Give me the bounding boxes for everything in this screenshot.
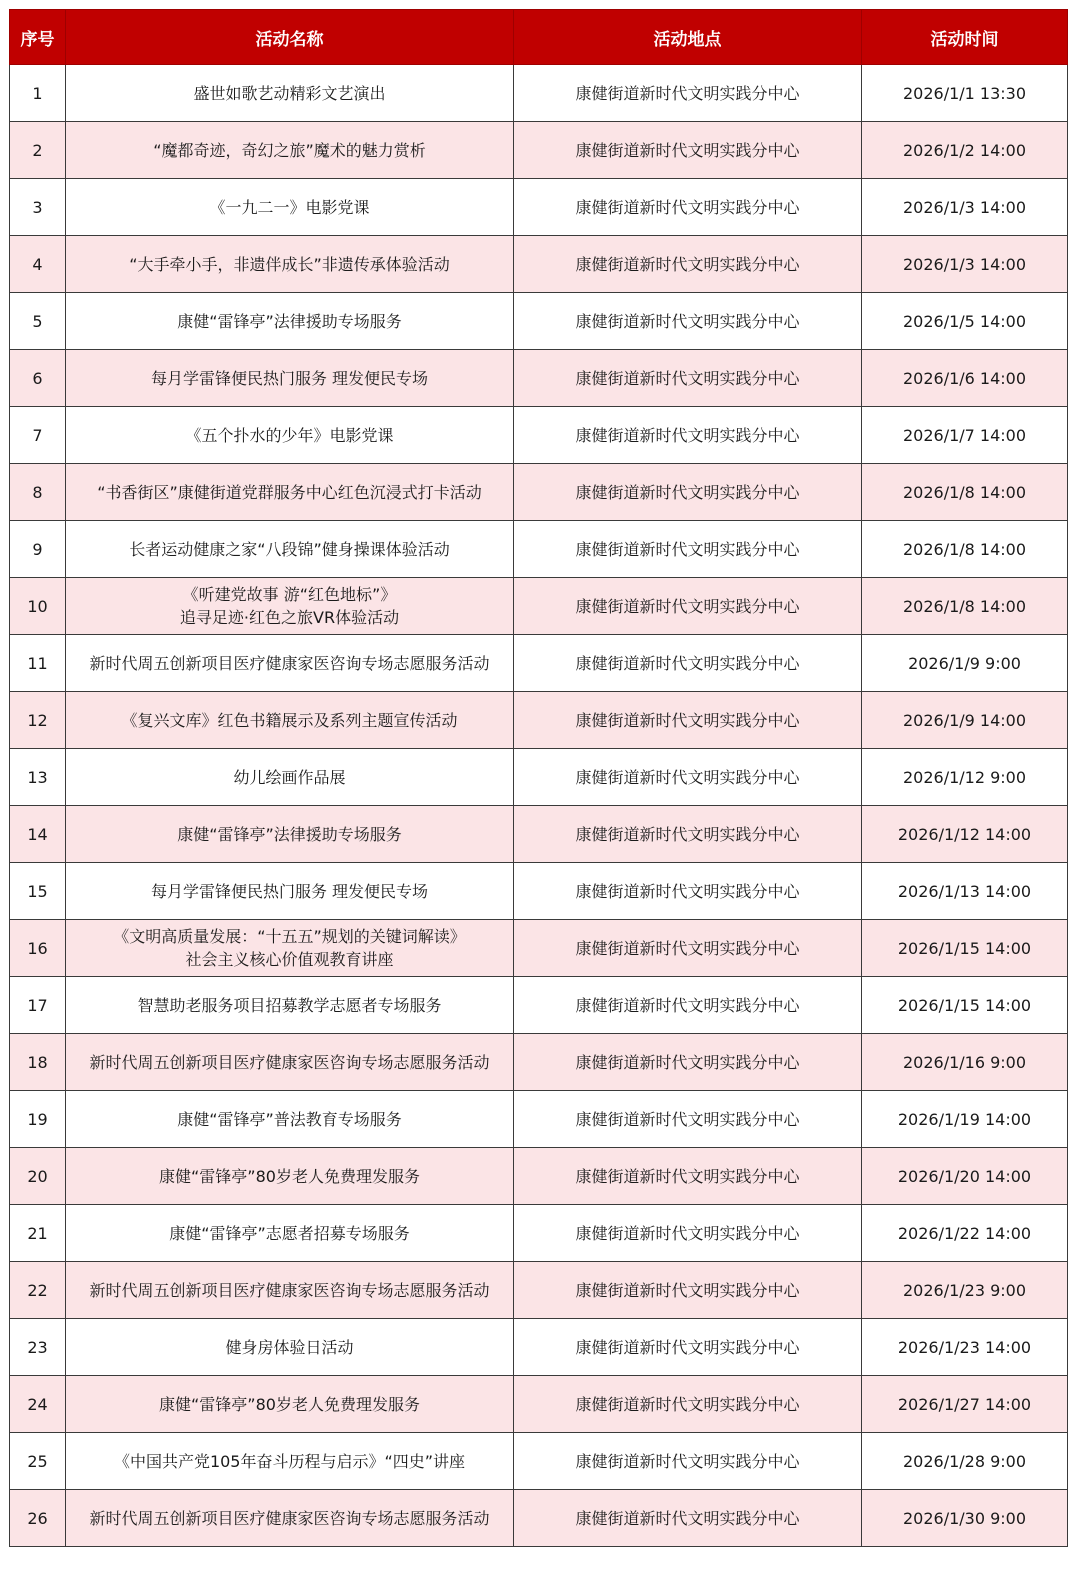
cell-activity-location: 康健街道新时代文明实践分中心 [514,293,862,350]
cell-activity-name [66,521,514,578]
cell-activity-name [66,806,514,863]
cell-activity-location: 康健街道新时代文明实践分中心 [514,1490,862,1547]
activity-name-line: “书香街区”康健街道党群服务中心红色沉浸式打卡活动 [97,482,482,502]
table-row [10,1319,1068,1376]
cell-activity-time: 2026/1/12 14:00 [862,806,1068,863]
cell-serial-number: 5 [10,293,66,350]
cell-serial-number: 17 [10,977,66,1034]
cell-serial-number: 22 [10,1262,66,1319]
table-row [10,293,1068,350]
table-row [10,863,1068,920]
cell-activity-name [66,1490,514,1547]
activity-name-line: 社会主义核心价值观教育讲座 [185,950,394,969]
cell-serial-number: 13 [10,749,66,806]
cell-activity-name [66,863,514,920]
cell-activity-location: 康健街道新时代文明实践分中心 [514,1262,862,1319]
activity-name-line: 每月学雷锋便民热门服务 理发便民专场 [150,881,429,901]
cell-activity-time: 2026/1/15 14:00 [862,977,1068,1034]
cell-activity-time: 2026/1/27 14:00 [862,1376,1068,1433]
activity-name-line: 智慧助老服务项目招募教学志愿者专场服务 [137,995,442,1015]
cell-activity-location: 康健街道新时代文明实践分中心 [514,863,862,920]
activity-name-line: “大手牵小手，非遗伴成长”非遗传承体验活动 [129,254,450,274]
table-row [10,806,1068,863]
cell-activity-location: 康健街道新时代文明实践分中心 [514,635,862,692]
table-body [10,65,1068,1547]
cell-activity-location: 康健街道新时代文明实践分中心 [514,407,862,464]
cell-activity-name [66,236,514,293]
table-row [10,1091,1068,1148]
activity-name-line: 《复兴文库》红色书籍展示及系列主题宣传活动 [121,710,458,730]
cell-activity-name [66,179,514,236]
cell-serial-number: 12 [10,692,66,749]
cell-activity-name [66,635,514,692]
cell-activity-time: 2026/1/19 14:00 [862,1091,1068,1148]
cell-activity-location: 康健街道新时代文明实践分中心 [514,122,862,179]
activity-name-line: 新时代周五创新项目医疗健康家医咨询专场志愿服务活动 [89,1052,490,1072]
table-header-row [10,10,1068,65]
cell-activity-location: 康健街道新时代文明实践分中心 [514,1205,862,1262]
cell-serial-number: 10 [10,578,66,635]
cell-activity-name [66,293,514,350]
schedule-table-container [9,9,1067,1547]
cell-activity-location: 康健街道新时代文明实践分中心 [514,521,862,578]
cell-activity-time: 2026/1/1 13:30 [862,65,1068,122]
cell-activity-location: 康健街道新时代文明实践分中心 [514,920,862,977]
cell-serial-number: 20 [10,1148,66,1205]
cell-activity-location: 康健街道新时代文明实践分中心 [514,464,862,521]
activity-name-line: 康健“雷锋亭”80岁老人免费理发服务 [159,1166,420,1186]
cell-serial-number: 16 [10,920,66,977]
table-row [10,977,1068,1034]
activity-name-line: 康健“雷锋亭”法律援助专场服务 [177,824,402,844]
cell-activity-name [66,1262,514,1319]
activity-name-line: 健身房体验日活动 [225,1337,354,1357]
activity-name-line: 幼儿绘画作品展 [233,767,346,787]
activity-name-line: 康健“雷锋亭”普法教育专场服务 [177,1109,402,1129]
cell-serial-number: 14 [10,806,66,863]
cell-activity-time: 2026/1/3 14:00 [862,179,1068,236]
cell-serial-number: 23 [10,1319,66,1376]
table-row [10,1433,1068,1490]
activity-name-line: 每月学雷锋便民热门服务 理发便民专场 [150,368,429,388]
cell-serial-number: 6 [10,350,66,407]
cell-activity-name [66,1376,514,1433]
cell-activity-name [66,749,514,806]
activity-name-line: 康健“雷锋亭”80岁老人免费理发服务 [159,1394,420,1414]
cell-activity-location: 康健街道新时代文明实践分中心 [514,179,862,236]
cell-activity-time: 2026/1/9 9:00 [862,635,1068,692]
cell-serial-number: 21 [10,1205,66,1262]
cell-serial-number: 9 [10,521,66,578]
activity-name-line: 《听建党故事 游“红色地标”》 [182,585,397,604]
cell-activity-time: 2026/1/8 14:00 [862,578,1068,635]
cell-activity-location: 康健街道新时代文明实践分中心 [514,692,862,749]
cell-activity-location: 康健街道新时代文明实践分中心 [514,1034,862,1091]
cell-serial-number: 4 [10,236,66,293]
activity-name-line: 新时代周五创新项目医疗健康家医咨询专场志愿服务活动 [89,1508,490,1528]
activity-name-line: 盛世如歌艺动精彩文艺演出 [193,83,386,103]
cell-serial-number: 18 [10,1034,66,1091]
cell-activity-time: 2026/1/13 14:00 [862,863,1068,920]
cell-activity-time: 2026/1/8 14:00 [862,521,1068,578]
cell-activity-time: 2026/1/2 14:00 [862,122,1068,179]
table-row [10,1034,1068,1091]
cell-serial-number: 19 [10,1091,66,1148]
cell-activity-location: 康健街道新时代文明实践分中心 [514,1148,862,1205]
table-row [10,1148,1068,1205]
cell-activity-time: 2026/1/23 14:00 [862,1319,1068,1376]
cell-activity-time: 2026/1/23 9:00 [862,1262,1068,1319]
activity-name-line: 《文明高质量发展：“十五五”规划的关键词解读》 [113,927,466,946]
cell-activity-time: 2026/1/15 14:00 [862,920,1068,977]
cell-activity-time: 2026/1/6 14:00 [862,350,1068,407]
activity-name-line: 新时代周五创新项目医疗健康家医咨询专场志愿服务活动 [89,1280,490,1300]
cell-activity-name [66,407,514,464]
cell-activity-name [66,1205,514,1262]
activity-name-line: 长者运动健康之家“八段锦”健身操课体验活动 [129,539,450,559]
cell-activity-location: 康健街道新时代文明实践分中心 [514,806,862,863]
cell-activity-name [66,1091,514,1148]
cell-activity-name [66,578,514,635]
cell-activity-name [66,464,514,521]
cell-activity-location: 康健街道新时代文明实践分中心 [514,977,862,1034]
cell-activity-location: 康健街道新时代文明实践分中心 [514,236,862,293]
activity-name-line: 《一九二一》电影党课 [209,197,370,217]
cell-activity-location: 康健街道新时代文明实践分中心 [514,578,862,635]
cell-activity-time: 2026/1/7 14:00 [862,407,1068,464]
cell-activity-time: 2026/1/28 9:00 [862,1433,1068,1490]
table-row [10,521,1068,578]
activity-name-line: 康健“雷锋亭”志愿者招募专场服务 [169,1223,410,1243]
cell-serial-number: 3 [10,179,66,236]
activity-name-line: 《中国共产党105年奋斗历程与启示》“四史”讲座 [113,1451,466,1471]
table-row [10,920,1068,977]
cell-serial-number: 8 [10,464,66,521]
cell-activity-time: 2026/1/9 14:00 [862,692,1068,749]
cell-serial-number: 25 [10,1433,66,1490]
cell-activity-location: 康健街道新时代文明实践分中心 [514,1319,862,1376]
cell-activity-location: 康健街道新时代文明实践分中心 [514,350,862,407]
cell-activity-name [66,65,514,122]
cell-activity-name [66,122,514,179]
table-row [10,236,1068,293]
header-activity-location: 活动地点 [514,10,862,65]
table-row [10,578,1068,635]
cell-activity-location: 康健街道新时代文明实践分中心 [514,1376,862,1433]
cell-activity-name [66,1433,514,1490]
cell-activity-time: 2026/1/16 9:00 [862,1034,1068,1091]
table-row [10,464,1068,521]
cell-activity-location: 康健街道新时代文明实践分中心 [514,1433,862,1490]
cell-activity-location: 康健街道新时代文明实践分中心 [514,1091,862,1148]
table-row [10,407,1068,464]
table-row [10,1262,1068,1319]
cell-serial-number: 1 [10,65,66,122]
table-row [10,635,1068,692]
cell-activity-name [66,1319,514,1376]
table-row [10,179,1068,236]
activity-name-line: 追寻足迹·红色之旅VR体验活动 [179,608,400,627]
cell-activity-time: 2026/1/30 9:00 [862,1490,1068,1547]
activity-name-line: “魔都奇迹，奇幻之旅”魔术的魅力赏析 [153,140,426,160]
cell-activity-name [66,1148,514,1205]
cell-activity-name [66,1034,514,1091]
cell-activity-time: 2026/1/12 9:00 [862,749,1068,806]
header-serial-number: 序号 [10,10,66,65]
activity-schedule-table [9,9,1068,1547]
activity-name-line: 新时代周五创新项目医疗健康家医咨询专场志愿服务活动 [89,653,490,673]
cell-serial-number: 7 [10,407,66,464]
header-activity-name: 活动名称 [66,10,514,65]
header-activity-time: 活动时间 [862,10,1068,65]
cell-activity-name [66,692,514,749]
cell-activity-time: 2026/1/20 14:00 [862,1148,1068,1205]
table-row [10,1376,1068,1433]
table-row [10,749,1068,806]
activity-name-line: 康健“雷锋亭”法律援助专场服务 [177,311,402,331]
cell-activity-location: 康健街道新时代文明实践分中心 [514,65,862,122]
cell-activity-location: 康健街道新时代文明实践分中心 [514,749,862,806]
table-row [10,1490,1068,1547]
table-row [10,122,1068,179]
cell-serial-number: 24 [10,1376,66,1433]
cell-activity-time: 2026/1/22 14:00 [862,1205,1068,1262]
cell-serial-number: 15 [10,863,66,920]
cell-activity-time: 2026/1/8 14:00 [862,464,1068,521]
cell-activity-time: 2026/1/3 14:00 [862,236,1068,293]
table-row [10,692,1068,749]
table-row [10,65,1068,122]
cell-activity-name [66,977,514,1034]
cell-activity-name [66,920,514,977]
cell-serial-number: 2 [10,122,66,179]
activity-name-line: 《五个扑水的少年》电影党课 [185,425,394,445]
cell-activity-name [66,350,514,407]
table-row [10,350,1068,407]
cell-serial-number: 26 [10,1490,66,1547]
cell-serial-number: 11 [10,635,66,692]
cell-activity-time: 2026/1/5 14:00 [862,293,1068,350]
table-row [10,1205,1068,1262]
